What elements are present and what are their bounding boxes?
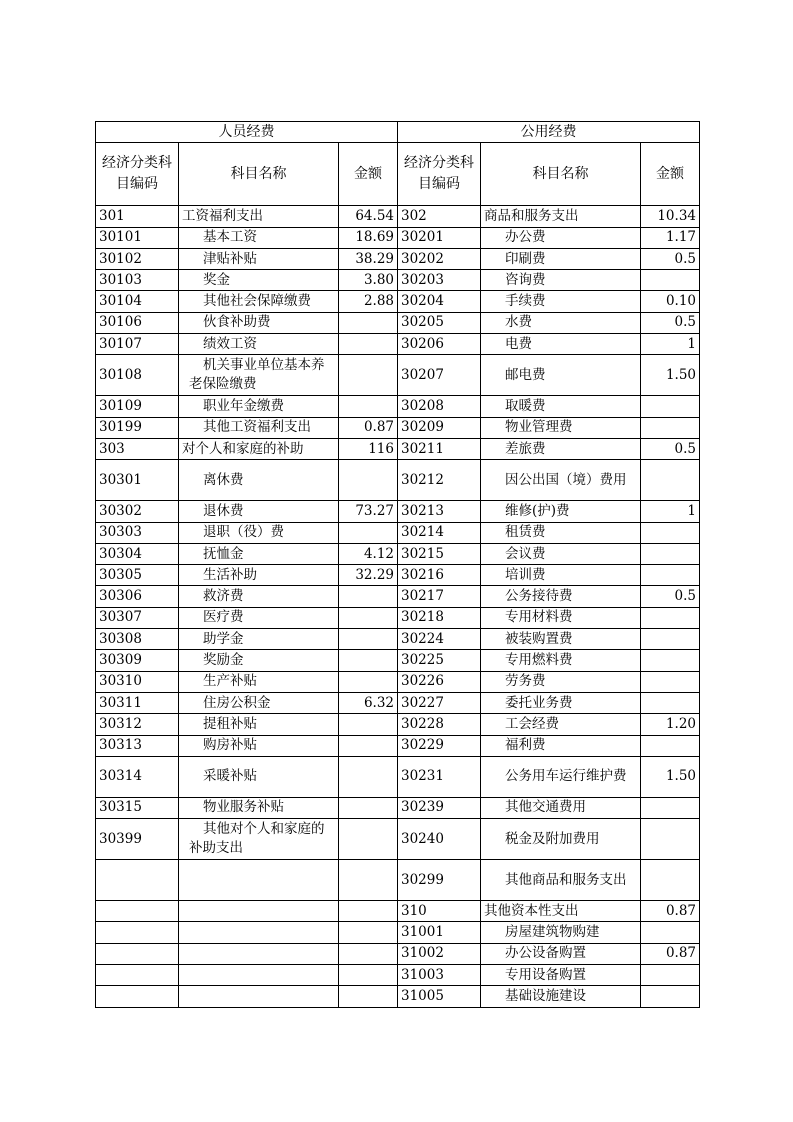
right-name-cell: 手续费 [481,291,641,312]
right-code-cell: 30228 [398,714,481,735]
left-code-cell: 30315 [96,797,179,818]
table-row [96,735,700,756]
left-name-cell: 奖励金 [179,650,339,671]
right-code-cell: 30224 [398,629,481,650]
table-row [96,206,700,227]
right-name-cell: 公务接待费 [481,586,641,607]
right-code-header: 经济分类科目编码 [398,143,481,206]
right-code-cell: 30239 [398,797,481,818]
left-name-cell: 绩效工资 [179,334,339,355]
left-code-cell: 30399 [96,819,179,860]
left-amount-cell [339,460,398,501]
left-code-cell [96,901,179,922]
left-name-cell: 职业年金缴费 [179,396,339,417]
left-code-cell: 303 [96,438,179,459]
right-amount-cell: 0.5 [641,312,700,333]
right-name-cell: 差旅费 [481,438,641,459]
right-code-cell: 30202 [398,248,481,269]
right-amount-cell: 0.5 [641,438,700,459]
left-amount-cell: 0.87 [339,417,398,438]
table-row [96,965,700,986]
left-name-cell: 其他工资福利支出 [179,417,339,438]
left-name-cell: 医疗费 [179,607,339,628]
right-code-cell: 30231 [398,756,481,797]
right-amount-cell: 1 [641,501,700,522]
right-amount-cell [641,629,700,650]
right-name-cell: 其他商品和服务支出 [481,860,641,901]
left-code-header: 经济分类科目编码 [96,143,179,206]
right-amount-cell: 0.87 [641,901,700,922]
left-amount-cell [339,334,398,355]
table-row [96,756,700,797]
table-row [96,396,700,417]
left-code-cell [96,943,179,964]
right-code-cell: 310 [398,901,481,922]
right-code-cell: 30215 [398,543,481,564]
left-amount-cell [339,860,398,901]
table-row [96,901,700,922]
right-amount-cell: 0.10 [641,291,700,312]
right-code-cell: 30217 [398,586,481,607]
table-row [96,438,700,459]
right-amount-cell: 10.34 [641,206,700,227]
left-code-cell: 30308 [96,629,179,650]
right-code-cell: 30208 [398,396,481,417]
right-name-cell: 取暖费 [481,396,641,417]
right-code-cell: 30227 [398,692,481,713]
left-name-cell: 机关事业单位基本养老保险缴费 [179,355,339,396]
right-amount-cell [641,270,700,291]
left-code-cell: 30307 [96,607,179,628]
left-code-cell: 30301 [96,460,179,501]
left-code-cell [96,922,179,943]
left-amount-cell [339,756,398,797]
right-amount-header: 金额 [641,143,700,206]
right-amount-cell [641,650,700,671]
right-code-cell: 30225 [398,650,481,671]
table-row [96,291,700,312]
right-name-cell: 被装购置费 [481,629,641,650]
table-row [96,819,700,860]
right-name-cell: 委托业务费 [481,692,641,713]
right-code-cell: 30226 [398,671,481,692]
left-code-cell: 30311 [96,692,179,713]
right-code-cell: 302 [398,206,481,227]
table-row [96,671,700,692]
right-amount-cell: 1 [641,334,700,355]
left-amount-cell: 116 [339,438,398,459]
right-name-header: 科目名称 [481,143,641,206]
left-name-cell: 购房补贴 [179,735,339,756]
right-name-cell: 其他资本性支出 [481,901,641,922]
left-code-cell: 30309 [96,650,179,671]
right-code-cell: 30207 [398,355,481,396]
left-amount-cell [339,819,398,860]
right-code-cell: 30212 [398,460,481,501]
table-row [96,607,700,628]
left-name-cell [179,901,339,922]
right-name-cell: 专用材料费 [481,607,641,628]
table-row [96,227,700,248]
left-amount-cell: 32.29 [339,565,398,586]
left-code-cell: 30314 [96,756,179,797]
left-amount-header: 金额 [339,143,398,206]
left-name-cell: 其他社会保障缴费 [179,291,339,312]
right-amount-cell [641,965,700,986]
left-amount-cell [339,650,398,671]
left-amount-cell [339,629,398,650]
right-code-cell: 31001 [398,922,481,943]
left-code-cell: 30107 [96,334,179,355]
public-expense-title: 公用经费 [398,122,700,143]
left-code-cell [96,965,179,986]
left-code-cell: 30304 [96,543,179,564]
right-name-cell: 专用设备购置 [481,965,641,986]
right-name-cell: 劳务费 [481,671,641,692]
table-row [96,248,700,269]
right-amount-cell [641,565,700,586]
right-amount-cell [641,819,700,860]
table-row [96,460,700,501]
left-amount-cell [339,586,398,607]
right-code-cell: 30213 [398,501,481,522]
table-row [96,986,700,1007]
left-name-cell: 对个人和家庭的补助 [179,438,339,459]
table-row [96,943,700,964]
table-row [96,312,700,333]
right-amount-cell: 1.20 [641,714,700,735]
right-name-cell: 维修(护)费 [481,501,641,522]
left-amount-cell: 3.80 [339,270,398,291]
right-name-cell: 办公费 [481,227,641,248]
right-code-cell: 30204 [398,291,481,312]
table-row [96,334,700,355]
right-name-cell: 租赁费 [481,522,641,543]
right-code-cell: 30299 [398,860,481,901]
table-row [96,714,700,735]
left-name-cell: 生活补助 [179,565,339,586]
right-amount-cell: 1.50 [641,756,700,797]
left-amount-cell [339,671,398,692]
right-amount-cell: 0.5 [641,248,700,269]
left-name-cell: 采暖补贴 [179,756,339,797]
right-amount-cell [641,671,700,692]
right-code-cell: 30211 [398,438,481,459]
left-code-cell: 30312 [96,714,179,735]
table-row [96,860,700,901]
right-name-cell: 咨询费 [481,270,641,291]
left-code-cell: 30306 [96,586,179,607]
right-amount-cell [641,735,700,756]
right-amount-cell [641,417,700,438]
right-code-cell: 31002 [398,943,481,964]
left-amount-cell [339,396,398,417]
left-name-cell: 生产补贴 [179,671,339,692]
left-name-cell: 提租补贴 [179,714,339,735]
left-name-cell: 津贴补贴 [179,248,339,269]
right-name-cell: 因公出国（境）费用 [481,460,641,501]
left-name-cell [179,986,339,1007]
left-code-cell: 30109 [96,396,179,417]
table-row [96,355,700,396]
right-amount-cell [641,692,700,713]
table-row [96,586,700,607]
table-row [96,501,700,522]
right-name-cell: 基础设施建设 [481,986,641,1007]
right-name-cell: 会议费 [481,543,641,564]
left-code-cell: 30103 [96,270,179,291]
right-code-cell: 30216 [398,565,481,586]
right-code-cell: 30206 [398,334,481,355]
table-row [96,522,700,543]
right-amount-cell: 1.50 [641,355,700,396]
table-row [96,797,700,818]
left-name-cell: 物业服务补贴 [179,797,339,818]
left-code-cell: 30303 [96,522,179,543]
right-name-cell: 水费 [481,312,641,333]
left-amount-cell [339,943,398,964]
left-code-cell: 301 [96,206,179,227]
left-name-cell: 其他对个人和家庭的补助支出 [179,819,339,860]
left-name-cell [179,943,339,964]
expense-table [95,121,700,1008]
table-row [96,270,700,291]
left-code-cell: 30302 [96,501,179,522]
personnel-expense-title: 人员经费 [96,122,398,143]
right-code-cell: 30201 [398,227,481,248]
left-name-cell: 奖金 [179,270,339,291]
left-name-cell: 伙食补助费 [179,312,339,333]
table-row [96,922,700,943]
right-name-cell: 商品和服务支出 [481,206,641,227]
left-name-cell: 救济费 [179,586,339,607]
right-amount-cell: 0.87 [641,943,700,964]
left-code-cell: 30102 [96,248,179,269]
right-amount-cell [641,860,700,901]
right-amount-cell [641,543,700,564]
right-name-cell: 印刷费 [481,248,641,269]
right-name-cell: 公务用车运行维护费 [481,756,641,797]
left-amount-cell: 64.54 [339,206,398,227]
left-amount-cell [339,607,398,628]
left-code-cell: 30101 [96,227,179,248]
left-amount-cell [339,922,398,943]
right-code-cell: 30214 [398,522,481,543]
table-row [96,629,700,650]
left-code-cell: 30199 [96,417,179,438]
right-name-cell: 电费 [481,334,641,355]
right-name-cell: 物业管理费 [481,417,641,438]
left-amount-cell [339,355,398,396]
left-code-cell [96,986,179,1007]
left-code-cell: 30108 [96,355,179,396]
right-amount-cell: 0.5 [641,586,700,607]
right-code-cell: 30203 [398,270,481,291]
left-amount-cell [339,986,398,1007]
left-amount-cell [339,522,398,543]
right-name-cell: 办公设备购置 [481,943,641,964]
right-amount-cell [641,797,700,818]
right-amount-cell: 1.17 [641,227,700,248]
left-amount-cell: 73.27 [339,501,398,522]
left-name-cell [179,965,339,986]
left-code-cell: 30305 [96,565,179,586]
table-row [96,565,700,586]
right-code-cell: 30240 [398,819,481,860]
left-name-cell: 基本工资 [179,227,339,248]
left-name-cell: 离休费 [179,460,339,501]
left-code-cell: 30313 [96,735,179,756]
left-amount-cell [339,714,398,735]
right-amount-cell [641,396,700,417]
left-amount-cell [339,312,398,333]
left-amount-cell: 2.88 [339,291,398,312]
left-amount-cell: 4.12 [339,543,398,564]
left-amount-cell [339,735,398,756]
left-amount-cell [339,965,398,986]
left-code-cell [96,860,179,901]
left-amount-cell: 18.69 [339,227,398,248]
left-name-cell: 退休费 [179,501,339,522]
right-name-cell: 专用燃料费 [481,650,641,671]
left-amount-cell: 6.32 [339,692,398,713]
table-row [96,543,700,564]
right-name-cell: 房屋建筑物购建 [481,922,641,943]
right-name-cell: 税金及附加费用 [481,819,641,860]
left-amount-cell [339,901,398,922]
table-row [96,417,700,438]
left-name-cell [179,922,339,943]
right-amount-cell [641,986,700,1007]
right-amount-cell [641,522,700,543]
right-code-cell: 31003 [398,965,481,986]
left-code-cell: 30106 [96,312,179,333]
right-code-cell: 31005 [398,986,481,1007]
left-code-cell: 30104 [96,291,179,312]
left-amount-cell: 38.29 [339,248,398,269]
left-amount-cell [339,797,398,818]
left-name-cell: 住房公积金 [179,692,339,713]
right-code-cell: 30218 [398,607,481,628]
table-row [96,650,700,671]
right-name-cell: 福利费 [481,735,641,756]
right-name-cell: 培训费 [481,565,641,586]
left-code-cell: 30310 [96,671,179,692]
left-name-cell: 抚恤金 [179,543,339,564]
right-name-cell: 工会经费 [481,714,641,735]
right-amount-cell [641,607,700,628]
left-name-cell: 工资福利支出 [179,206,339,227]
right-amount-cell [641,460,700,501]
left-name-header: 科目名称 [179,143,339,206]
left-name-cell: 退职（役）费 [179,522,339,543]
right-amount-cell [641,922,700,943]
right-code-cell: 30209 [398,417,481,438]
right-name-cell: 邮电费 [481,355,641,396]
table-row [96,692,700,713]
right-code-cell: 30229 [398,735,481,756]
right-code-cell: 30205 [398,312,481,333]
left-name-cell: 助学金 [179,629,339,650]
right-name-cell: 其他交通费用 [481,797,641,818]
left-name-cell [179,860,339,901]
